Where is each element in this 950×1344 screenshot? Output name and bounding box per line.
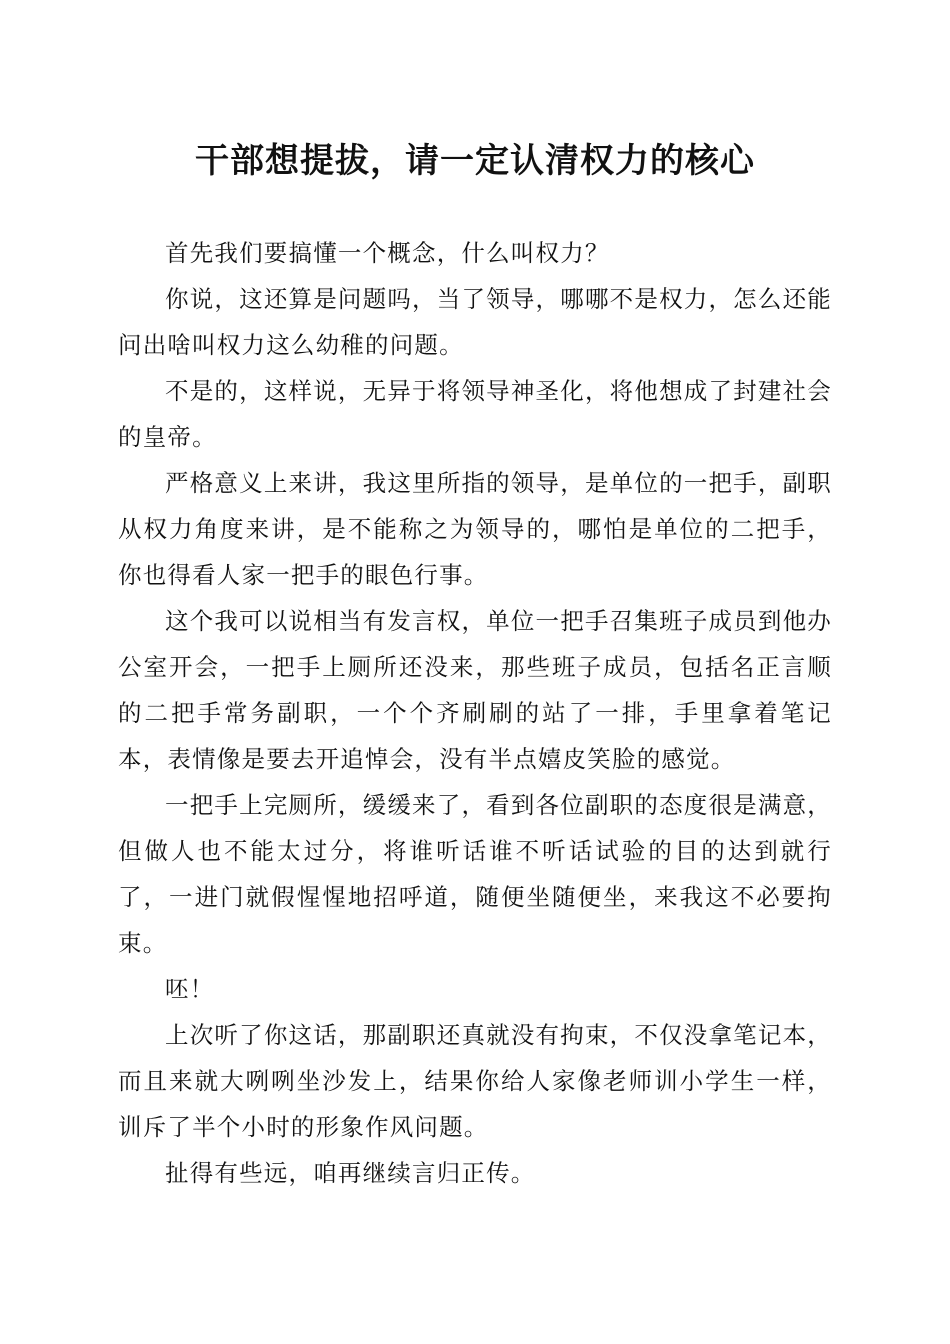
paragraph-8: 上次听了你这话，那副职还真就没有拘束，不仅没拿笔记本，而且来就大咧咧坐沙发上，结果你给人家像老师训小学生一样，训斥了半个小时的形象作风问题。 (118, 1021, 832, 1141)
document-title: 干部想提拔，请一定认清权力的核心 (195, 141, 755, 181)
document-body (118, 230, 832, 1196)
paragraph-5: 这个我可以说相当有发言权，单位一把手召集班子成员到他办公室开会，一把手上厕所还没来，那些班子成员，包括名正言顺的二把手常务副职，一个个齐刷刷的站了一排，手里拿着笔记本，表情像是要去开追悼会，没有半点嬉皮笑脸的感觉。 (118, 607, 832, 773)
paragraph-9: 扯得有些远，咱再继续言归正传。 (165, 1159, 536, 1187)
paragraph-4: 严格意义上来讲，我这里所指的领导，是单位的一把手，副职从权力角度来讲，是不能称之为领导的，哪怕是单位的二把手，你也得看人家一把手的眼色行事。 (118, 469, 832, 589)
paragraph-6: 一把手上完厕所，缓缓来了，看到各位副职的态度很是满意，但做人也不能太过分，将谁听话谁不听话试验的目的达到就行了，一进门就假惺惺地招呼道，随便坐随便坐，来我这不必要拘束。 (118, 791, 832, 957)
paragraph-1: 首先我们要搞懂一个概念，什么叫权力？ (165, 239, 610, 267)
paragraph-3: 不是的，这样说，无异于将领导神圣化，将他想成了封建社会的皇帝。 (118, 377, 832, 451)
paragraph-7: 呸！ (165, 975, 215, 1003)
paragraph-2: 你说，这还算是问题吗，当了领导，哪哪不是权力，怎么还能问出啥叫权力这么幼稚的问题。 (118, 285, 832, 359)
